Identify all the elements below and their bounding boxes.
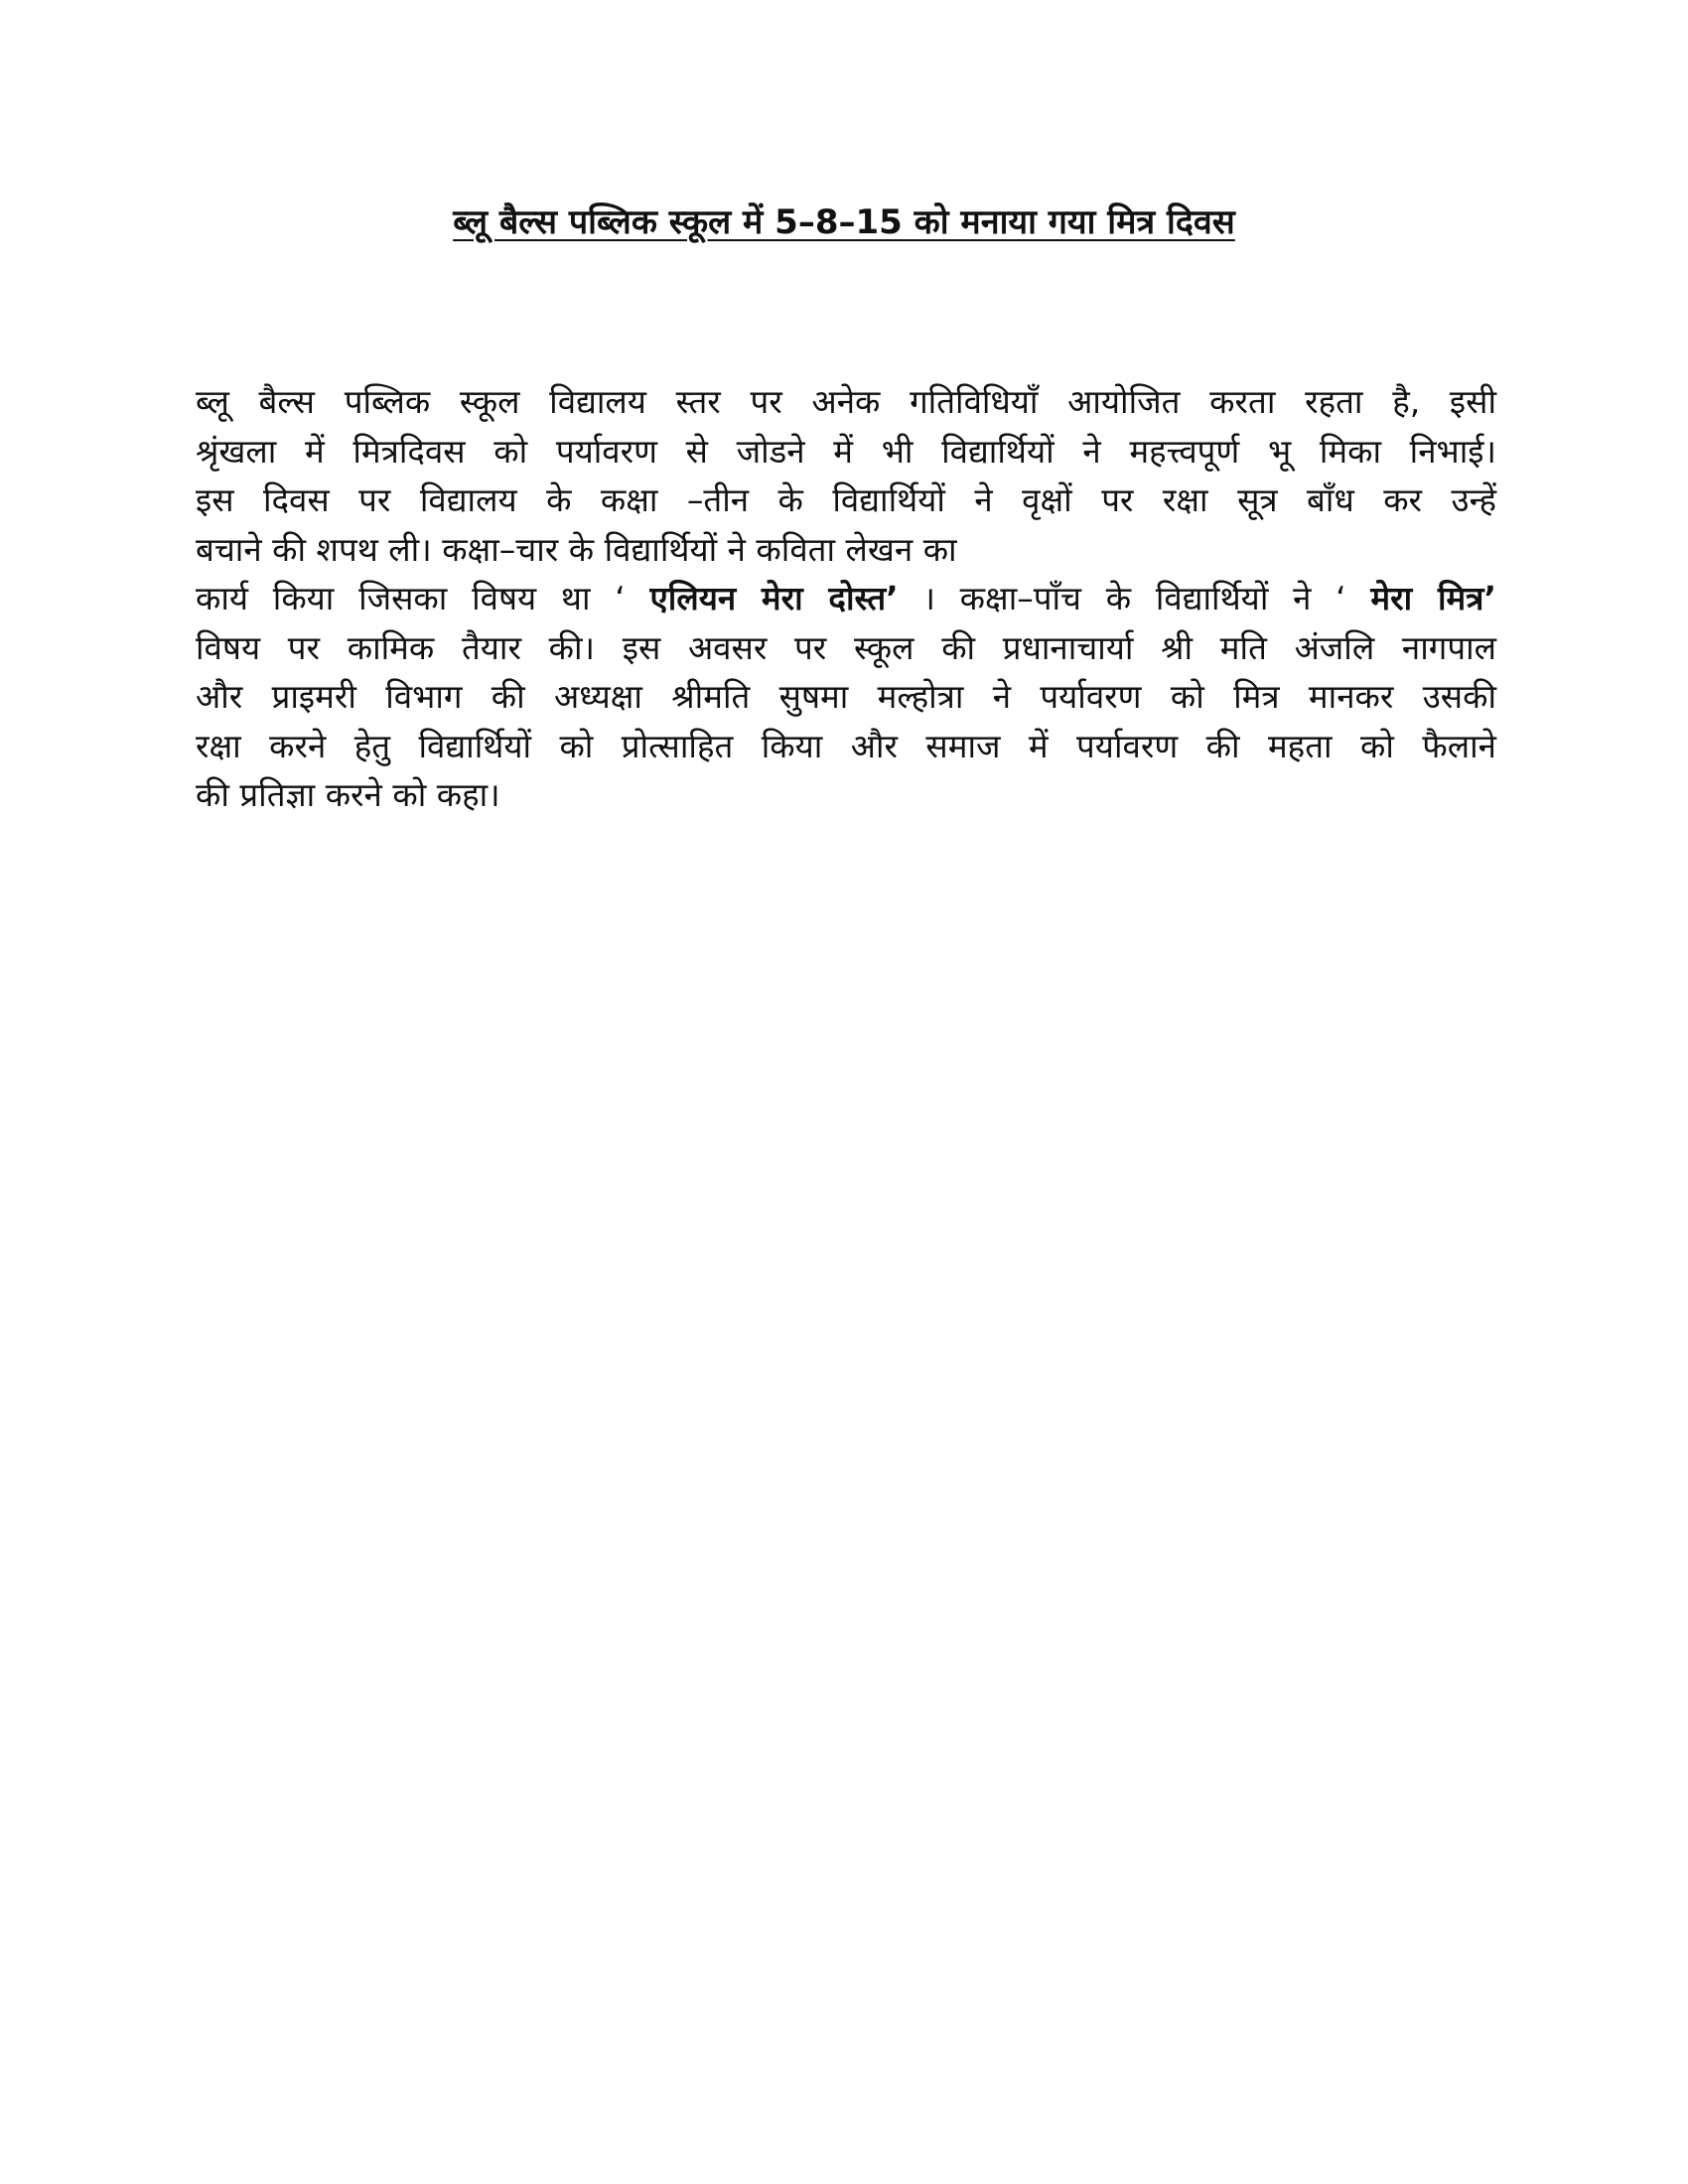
document-title-text: ब्लू बैल्स पब्लिक स्कूल में 5–8–15 को मनाया गया मित्र दिवस xyxy=(453,203,1235,242)
body-line-7: और प्राइमरी विभाग की अध्यक्षा श्रीमति सुषमा मल्होत्रा ने पर्यावरण को मित्र मानकर उसकी xyxy=(196,677,1496,716)
body-line-2: श्रृंखला में मित्रदिवस को पर्यावरण से जोडने में भी विद्यार्थियों ने महत्त्वपूर्ण भू मिका निभाई। xyxy=(196,431,1496,471)
body-line-9: की प्रतिज्ञा करने को कहा। xyxy=(196,775,500,814)
body-line-5 xyxy=(196,574,1496,623)
body-line-4: बचाने की शपथ ली। कक्षा–चार के विद्यार्थियों ने कविता लेखन का xyxy=(196,529,957,569)
document-body xyxy=(196,377,1496,820)
body-line-8: रक्षा करने हेतु विद्यार्थियों को प्रोत्साहित किया और समाज में पर्यावरण की महता को फैलाने xyxy=(196,726,1496,765)
body-line-3: इस दिवस पर विद्यालय के कक्षा –तीन के विद्यार्थियों ने वृक्षों पर रक्षा सूत्र बाँध कर उन्हें xyxy=(196,480,1496,519)
body-line-5-part-2: । कक्षा–पाँच के विद्यार्थियों ने ‘ xyxy=(922,579,1346,617)
body-line-5-bold-1: एलियन मेरा दोस्त’ xyxy=(649,579,899,617)
body-line-6: विषय पर कामिक तैयार की। इस अवसर पर स्कूल की प्रधानाचार्या श्री मति अंजलि नागपाल xyxy=(196,627,1496,667)
body-line-5-part-1: कार्य किया जिसका विषय था ‘ xyxy=(196,579,626,617)
document-title xyxy=(0,195,1688,250)
body-line-1: ब्लू बैल्स पब्लिक स्कूल विद्यालय स्तर पर अनेक गतिविधियाँ आयोजित करता रहता है, इसी xyxy=(196,382,1496,421)
body-line-5-bold-2: मेरा मित्र’ xyxy=(1370,579,1496,617)
